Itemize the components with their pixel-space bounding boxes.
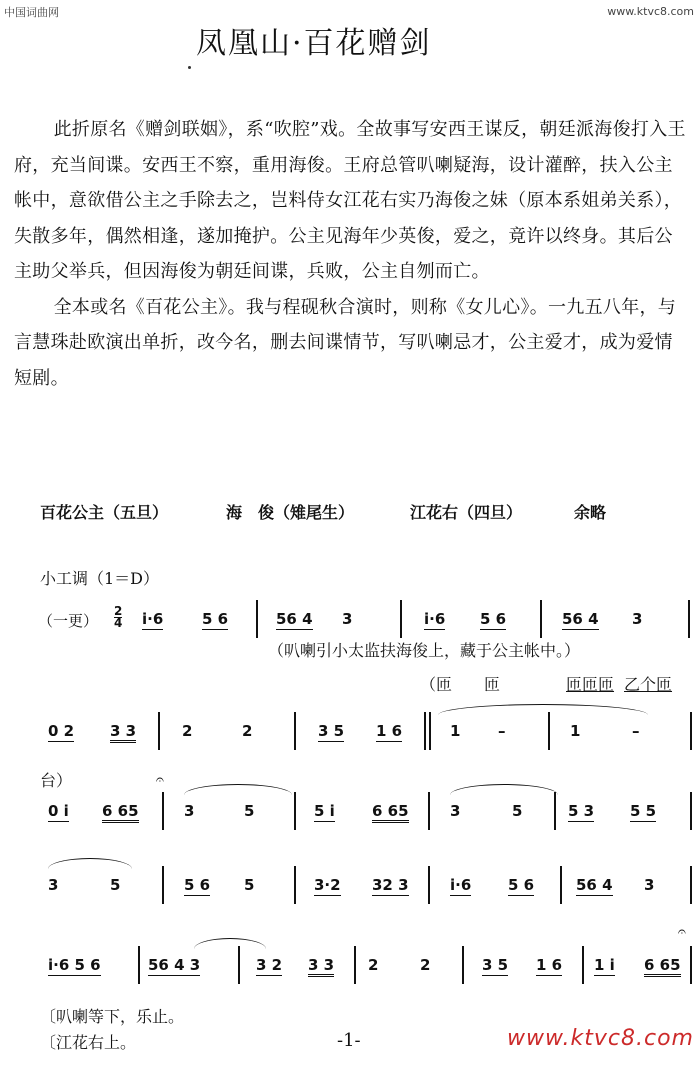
- note: –: [498, 722, 506, 740]
- score-line-3: [38, 802, 696, 842]
- note: 1: [570, 722, 581, 740]
- percussion-end: 乙个匝: [624, 675, 673, 694]
- barline: [690, 866, 692, 904]
- tie-arc: [194, 938, 266, 949]
- barline: [158, 712, 160, 750]
- page-title: 凤凰山·百花赠剑: [196, 26, 432, 61]
- note: i·6: [142, 610, 164, 628]
- note: 5 6: [184, 876, 211, 894]
- note: 5: [244, 876, 255, 894]
- barline: [690, 712, 692, 750]
- stage-direction-2: 〔叭喇等下，乐止。: [40, 1007, 185, 1026]
- note: 0 i: [48, 802, 69, 820]
- note: 2: [420, 956, 431, 974]
- note: 3: [342, 610, 353, 628]
- barline: [540, 600, 542, 638]
- percussion-tai: 台）: [40, 771, 73, 790]
- note: 1 i: [594, 956, 615, 974]
- barline: [138, 946, 140, 984]
- intro-text: [14, 112, 690, 396]
- intro-paragraph-2: 全本或名《百花公主》。我与程砚秋合演时，则称《女儿心》。一九五八年，与言慧珠赴欧演出单折，改今名，删去间谍情节，写叭喇忌才，公主爱才，成为爱情短剧。: [14, 296, 677, 389]
- note: 3: [632, 610, 643, 628]
- score-line-4: [38, 876, 696, 916]
- percussion-mid: 匝匝匝: [566, 675, 615, 694]
- note: 6 65: [102, 802, 139, 823]
- tie-arc: [184, 784, 292, 795]
- barline: [582, 946, 584, 984]
- note: 5 3: [568, 802, 595, 820]
- note: 3 3: [110, 722, 136, 743]
- note: 0 2: [48, 722, 75, 740]
- barline: [554, 792, 556, 830]
- note: 3: [450, 802, 461, 820]
- barline: [428, 792, 430, 830]
- score-line-2: [38, 722, 696, 762]
- barline: [462, 946, 464, 984]
- fermata-icon: 𝄐: [678, 924, 686, 940]
- barline: [162, 792, 164, 830]
- stage-direction-1: （叭喇引小太监扶海俊上，藏于公主帐中。）: [268, 641, 581, 660]
- barline: [256, 600, 258, 638]
- fermata-icon: 𝄐: [156, 772, 164, 788]
- note: 5 6: [480, 610, 507, 628]
- role-haijun: 海 俊（雉尾生）: [226, 503, 355, 522]
- tie-arc: [48, 858, 132, 869]
- score-prefix: （一更）: [38, 612, 99, 630]
- note: 5 5: [630, 802, 657, 820]
- barline: [400, 600, 402, 638]
- score-line-5: [38, 956, 696, 996]
- watermark-bottom-right: www.ktvc8.com: [506, 1026, 694, 1051]
- barline: [424, 712, 426, 750]
- note: 56 4 3: [148, 956, 201, 974]
- note: 56 4: [576, 876, 613, 894]
- tune-key: 小工调（1＝D）: [40, 569, 160, 588]
- note: 3 2: [256, 956, 283, 974]
- stage-direction-3: 〔江花右上。: [40, 1033, 137, 1052]
- note: 5 6: [202, 610, 229, 628]
- note: 56 4: [276, 610, 313, 628]
- page-number: -1-: [337, 1030, 361, 1051]
- note: 2: [182, 722, 193, 740]
- barline: [429, 712, 431, 750]
- barline: [294, 792, 296, 830]
- note: 32 3: [372, 876, 409, 894]
- note: 56 4: [562, 610, 599, 628]
- note: 5: [244, 802, 255, 820]
- note: 1 6: [376, 722, 403, 740]
- note: 3·2: [314, 876, 341, 894]
- barline: [354, 946, 356, 984]
- note: 1 6: [536, 956, 563, 974]
- role-baihua: 百花公主（五旦）: [40, 503, 169, 522]
- note: i·6: [450, 876, 472, 894]
- barline: [560, 866, 562, 904]
- barline: [548, 712, 550, 750]
- note: 2: [242, 722, 253, 740]
- percussion-open: （匝 匝: [420, 675, 501, 694]
- note: i·6 5 6: [48, 956, 101, 974]
- note: 3 5: [482, 956, 509, 974]
- barline: [428, 866, 430, 904]
- note: i·6: [424, 610, 446, 628]
- role-others: 余略: [574, 503, 607, 522]
- note: 3 3: [308, 956, 334, 977]
- barline: [690, 792, 692, 830]
- tie-arc: [450, 784, 558, 795]
- note: 3: [48, 876, 59, 894]
- barline: [690, 946, 692, 984]
- note: 3 5: [318, 722, 345, 740]
- note: 5 6: [508, 876, 535, 894]
- tie-arc: [438, 704, 648, 715]
- time-signature: $\frac{2}{4}$: [114, 604, 123, 630]
- ink-speck: [188, 66, 191, 69]
- note: 6 65: [644, 956, 681, 977]
- watermark-top-right: www.ktvc8.com: [607, 5, 694, 18]
- note: 5: [512, 802, 523, 820]
- note: 5: [110, 876, 121, 894]
- barline: [294, 712, 296, 750]
- watermark-top-left: 中国词曲网: [4, 6, 59, 19]
- note: 3: [184, 802, 195, 820]
- note: 6 65: [372, 802, 409, 823]
- barline: [294, 866, 296, 904]
- note: 1: [450, 722, 461, 740]
- note: 5 i: [314, 802, 335, 820]
- role-jianghuayou: 江花右（四旦）: [410, 503, 523, 522]
- note: 3: [644, 876, 655, 894]
- barline: [238, 946, 240, 984]
- barline: [162, 866, 164, 904]
- intro-paragraph-1: 此折原名《赠剑联姻》，系“吹腔”戏。全故事写安西王谋反，朝廷派海俊打入王府，充当间谍。安西王不察，重用海俊。王府总管叭喇疑海，设计灌醉，扶入公主帐中，意欲借公主之手除去之，岂料侍女江花右实乃海俊之妹（原本系姐弟关系），失散多年，偶然相逢，遂加掩护。公主见海年少英俊，爱之，竟许以终身。其后公主助父举兵，但因海俊为朝廷间谍，兵败，公主自刎而亡。: [14, 119, 686, 282]
- note: 2: [368, 956, 379, 974]
- barline: [688, 600, 690, 638]
- note: –: [632, 722, 640, 740]
